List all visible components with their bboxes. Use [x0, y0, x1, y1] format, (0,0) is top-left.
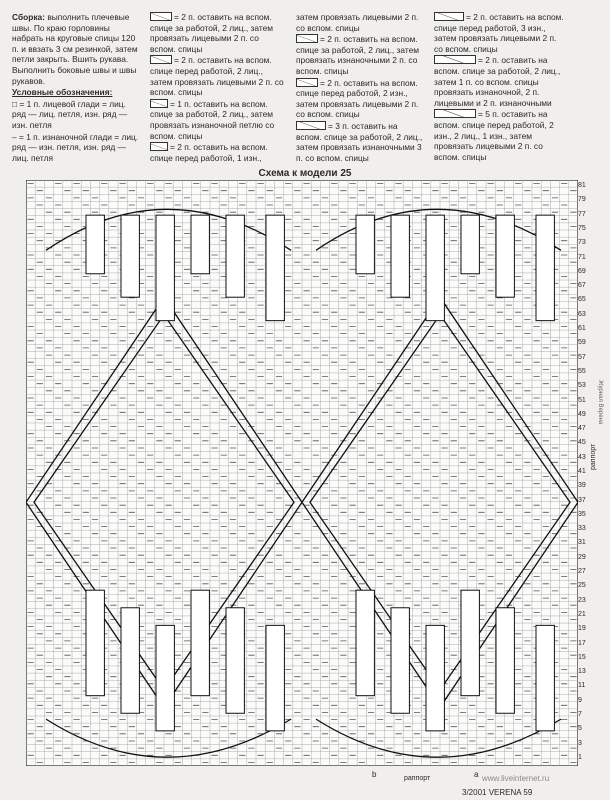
cable-column-bottom [536, 625, 554, 730]
row-number: 57 [578, 353, 586, 361]
cable-column-bottom [266, 625, 284, 730]
row-number: 5 [578, 725, 582, 733]
cable-column-bottom [86, 590, 104, 695]
cable-column-bottom [356, 590, 374, 695]
row-number: 63 [578, 310, 586, 318]
cable-column-top [356, 215, 374, 274]
row-number: 75 [578, 225, 586, 233]
legend-heading: Условные обозначения: [12, 87, 113, 98]
cable-column-top [536, 215, 554, 320]
row-number: 77 [578, 210, 586, 218]
row-number: 39 [578, 482, 586, 490]
row-number: 67 [578, 282, 586, 290]
cable-column-bottom [156, 625, 174, 730]
row-number: 79 [578, 196, 586, 204]
row-number: 59 [578, 339, 586, 347]
row-number: 1 [578, 753, 582, 761]
legend-item: = 2 п. оставить на вспом. спице за работой, 2 лиц., затем провязать лицевыми 2 п. со вспом. спицы [150, 12, 274, 54]
row-number: 7 [578, 710, 582, 718]
cable-column-bottom [461, 590, 479, 695]
legend-item: = 2 п. оставить на вспом. спице перед работой, 1 изн., [150, 142, 268, 163]
row-number: 73 [578, 239, 586, 247]
row-number: 69 [578, 267, 586, 275]
row-number: 17 [578, 639, 586, 647]
row-number: 41 [578, 468, 586, 475]
row-number: 53 [578, 382, 586, 390]
cable-column-top [121, 215, 139, 297]
cable-column-bottom [121, 608, 139, 713]
cable-symbol-icon [150, 55, 172, 64]
cable-symbol-icon [434, 109, 476, 118]
watermark: www.liveinternet.ru [482, 774, 550, 783]
row-number: 49 [578, 410, 586, 418]
row-number: 61 [578, 325, 586, 333]
cable-column-top [496, 215, 514, 297]
row-number: 29 [578, 553, 586, 561]
legend-item: = 3 п. оставить на вспом. спице за работой, 2 лиц., затем провязать изнаночными 3 п. со вспом. спицы [296, 120, 423, 163]
cable-column-bottom [226, 608, 244, 713]
row-number: 51 [578, 396, 586, 404]
marker-b: b [372, 770, 377, 779]
cable-symbol-icon [150, 142, 168, 151]
row-number: 55 [578, 367, 586, 375]
row-number: 81 [578, 182, 586, 190]
row-number: 33 [578, 525, 586, 533]
row-number: 35 [578, 510, 586, 518]
legend-item: = 2 п. оставить на вспом. спице перед работой, 3 изн., затем провязать лицевыми 2 п. со вспом. спицы [434, 12, 564, 54]
repeat-label-vertical: раппорт [590, 443, 597, 470]
row-number: 21 [578, 610, 586, 618]
knitting-chart [26, 180, 578, 766]
cable-column-top [461, 215, 479, 274]
cable-column-top [266, 215, 284, 320]
assembly-text: выполнить плечевые швы. По краю горловины набрать на круговые спицы 120 п. и ввзать 3 см резинкой, затем петли закрыть. Вшить рукава. Выполнить боковые швы и швы рукавов. [12, 12, 138, 86]
row-number: 47 [578, 425, 586, 433]
row-number: 65 [578, 296, 586, 304]
legend-item: = 2 п. оставить на вспом. спице перед работой, 2 лиц., затем провязать лицевыми 2 п. со вспом. спицы [150, 55, 284, 98]
legend-column-3 [296, 12, 424, 164]
row-number: 37 [578, 496, 586, 504]
row-number: 45 [578, 439, 586, 447]
side-caption: Журнал Верена [597, 380, 603, 425]
legend-item: = 2 п. оставить на вспом. спице за работой, 2 лиц., затем 1 п. со вспом. спицы провязать изнаночной, 2 п. лицевыми и 2 п. изнаночными [434, 55, 561, 108]
cable-column-top [191, 215, 209, 274]
cable-symbol-icon [296, 121, 326, 130]
repeat-label-horizontal: раппорт [404, 775, 431, 782]
row-number: 9 [578, 696, 582, 704]
legend-item: = 1 п. оставить на вспом. спице за работой, 2 лиц., затем провязать изнаночной петлю со вспом. спицы [150, 98, 275, 141]
cable-column-bottom [391, 608, 409, 713]
assembly-heading: Сборка: [12, 12, 45, 22]
row-number: 19 [578, 625, 586, 633]
cable-column-top [86, 215, 104, 274]
cable-column-bottom [426, 625, 444, 730]
legend-column-2 [150, 12, 285, 164]
row-number: 23 [578, 596, 586, 604]
row-number: 31 [578, 539, 586, 547]
cable-symbol-icon [434, 12, 464, 21]
assembly-column [12, 12, 140, 164]
marker-a: a [474, 770, 479, 779]
cable-column-bottom [191, 590, 209, 695]
row-number: 25 [578, 582, 586, 590]
cable-column-bottom [496, 608, 514, 713]
cable-column-top [156, 215, 174, 320]
row-number: 43 [578, 453, 586, 461]
legend-item: = 2 п. оставить на вспом. спице перед работой, 2 изн., затем провязать лицевыми 2 п. со вспом. спицы [296, 77, 419, 120]
legend-column-4 [434, 12, 566, 163]
cable-column-top [426, 215, 444, 320]
cable-column-top [226, 215, 244, 297]
row-number: 15 [578, 653, 586, 661]
row-number: 11 [578, 682, 586, 690]
legend-item: = 2 п. оставить на вспом. спице за работой, 2 лиц., затем провязать изнаночными 2 п. со вспом. спицы [296, 34, 420, 76]
legend-item: = 5 п. оставить на вспом. спице перед работой, 2 изн., 2 лиц., 1 изн., затем провязать лицевыми 2 п. со вспом. спицы [434, 109, 554, 162]
cable-symbol-icon [434, 55, 476, 64]
grid-lines [26, 180, 578, 766]
row-number: 13 [578, 668, 586, 676]
cable-symbol-icon [296, 78, 318, 87]
chart-title: Схема к модели 25 [258, 168, 352, 179]
legend-item: затем провязать лицевыми 2 п. со вспом. спицы [296, 12, 419, 33]
row-number: 71 [578, 253, 586, 261]
cable-symbol-icon [150, 12, 172, 21]
cable-symbol-icon [296, 34, 318, 43]
page-footer: 3/2001 VERENA 59 [462, 788, 533, 797]
cable-symbol-icon [150, 99, 168, 108]
legend-item: – = 1 п. изнаночной глади = лиц. ряд — изн. петля, изн. ряд — лиц. петля [12, 131, 139, 163]
cable-column-top [391, 215, 409, 297]
row-number: 27 [578, 568, 586, 576]
row-number: 3 [578, 739, 582, 747]
legend-item: □ = 1 п. лицевой глади = лиц. ряд — лиц. петля, изн. ряд — изн. петля [12, 98, 128, 130]
